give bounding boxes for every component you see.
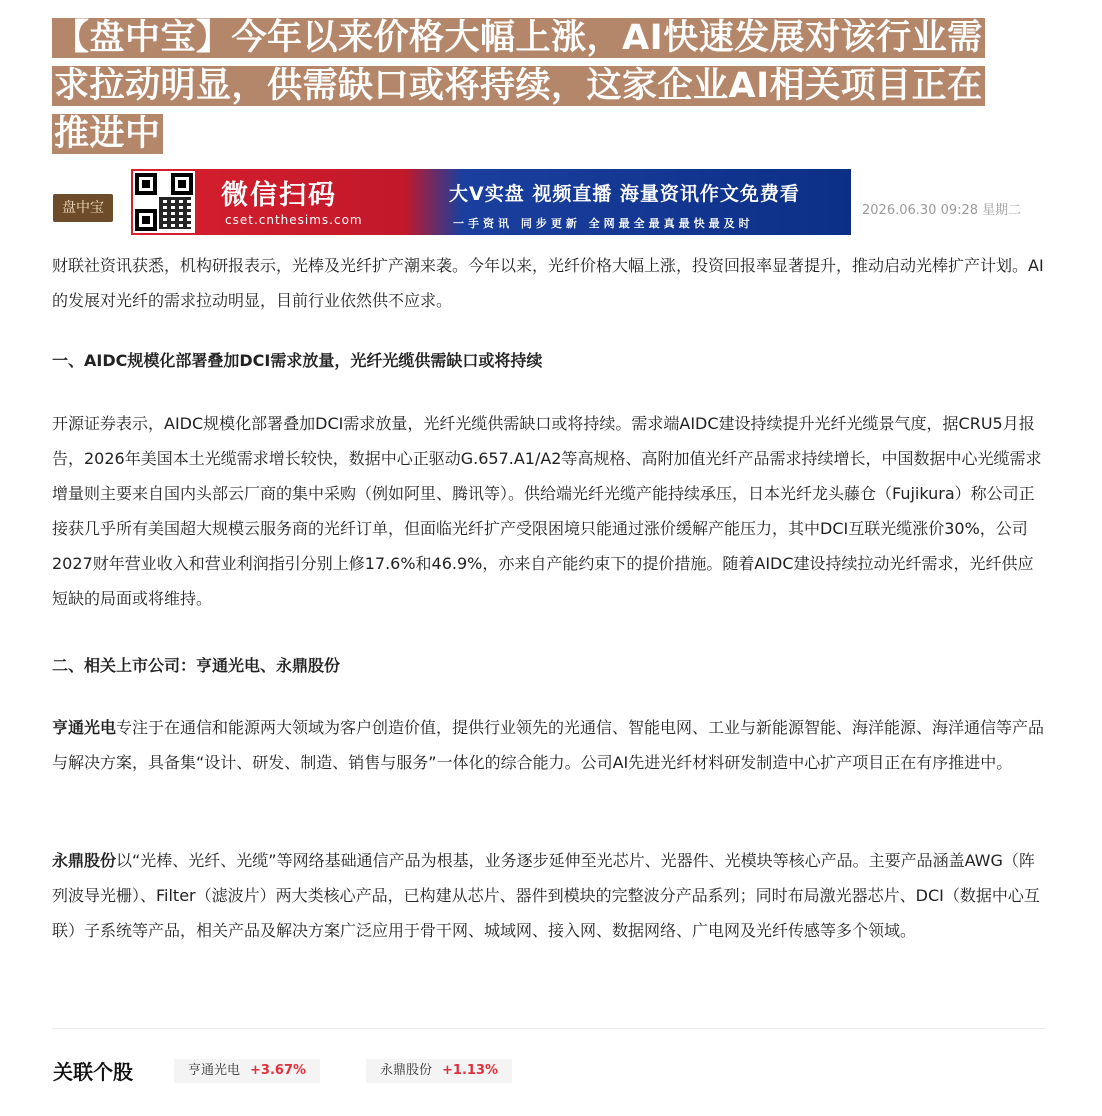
stock-chip-yongding[interactable] bbox=[366, 1059, 512, 1083]
title-line-1: 【盘中宝】今年以来价格大幅上涨，AI快速发展对该行业需 bbox=[54, 18, 983, 58]
title-line-3: 推进中 bbox=[54, 114, 161, 154]
intro-paragraph bbox=[52, 248, 1046, 318]
stock-name: 亨通光电 bbox=[188, 1063, 241, 1078]
paragraph-3-text: 以“光棒、光纤、光缆”等网络基础通信产品为根基，业务逐步延伸至光芯片、光器件、光模块等核心产品。主要产品涵盖AWG（阵列波导光栅）、Filter（滤波片）两大类核心产品，已构建从芯片、器件到模块的完整波分产品系列；同时布局激光器芯片、DCI（数据中心互联）子系统等产品，相关产品及解决方案广泛应用于骨干网、城域网、接入网、数据网络、广电网及光纤传感等多个领域。 bbox=[52, 851, 1040, 940]
intro-text: 财联社资讯获悉，机构研报表示，光棒及光纤扩产潮来袭。今年以来，光纤价格大幅上涨，投资回报率显著提升，推动启动光棒扩产计划。AI的发展对光纤的需求拉动明显，目前行业依然供不应求。 bbox=[52, 256, 1044, 310]
paragraph-1 bbox=[52, 406, 1046, 616]
banner-subtitle: 一手资讯 同步更新 全网最全最真最快最及时 bbox=[453, 217, 754, 230]
article-title bbox=[52, 14, 1048, 158]
section-heading-1: 一、AIDC规模化部署叠加DCI需求放量，光纤光缆供需缺口或将持续 bbox=[52, 351, 543, 370]
stock-name: 永鼎股份 bbox=[380, 1063, 433, 1078]
company-name-hengtong: 亨通光电 bbox=[52, 718, 117, 737]
company-name-yongding: 永鼎股份 bbox=[52, 851, 117, 870]
banner-url: cset.cnthesims.com bbox=[225, 213, 363, 227]
publish-datetime: 2026.06.30 09:28 星期二 bbox=[862, 203, 1022, 218]
related-stocks-title: 关联个股 bbox=[53, 1060, 133, 1084]
paragraph-1-text: 开源证券表示，AIDC规模化部署叠加DCI需求放量，光纤光缆供需缺口或将持续。需求端AIDC建设持续提升光纤光缆景气度，据CRU5月报告，2026年美国本土光缆需求增长较快，数据中心正驱动G.657.A1/A2等高规格、高附加值光纤产品需求持续增长，中国数据中心光缆需求增量则主要来自国内头部云厂商的集中采购（例如阿里、腾讯等）。供给端光纤光缆产能持续承压，日本光纤龙头藤仓（Fujikura）称公司正接获几乎所有美国超大规模云服务商的光纤订单，但面临光纤扩产受限困境只能通过涨价缓解产能压力，其中DCI互联光缆涨价30%，公司2027财年营业收入和营业利润指引分别上修17.6%和46.9%，亦来自产能约束下的提价措施。随着AIDC建设持续拉动光纤需求，光纤供应短缺的局面或将维持。 bbox=[52, 414, 1042, 608]
qr-code-icon bbox=[133, 171, 195, 233]
source-badge[interactable]: 盘中宝 bbox=[53, 194, 113, 222]
paragraph-2 bbox=[52, 710, 1046, 780]
stock-change: +1.13% bbox=[442, 1063, 499, 1078]
paragraph-2-text: 专注于在通信和能源两大领域为客户创造价值，提供行业领先的光通信、智能电网、工业与新能源智能、海洋能源、海洋通信等产品与解决方案，具备集“设计、研发、制造、销售与服务”一体化的综合能力。公司AI先进光纤材料研发制造中心扩产项目正在有序推进中。 bbox=[52, 718, 1045, 772]
title-line-2: 求拉动明显，供需缺口或将持续，这家企业AI相关项目正在 bbox=[54, 66, 983, 106]
banner-slogan: 大V实盘 视频直播 海量资讯作文免费看 bbox=[449, 183, 800, 205]
promo-banner[interactable] bbox=[131, 169, 851, 235]
divider bbox=[52, 1028, 1046, 1029]
stock-chip-hengtong[interactable] bbox=[174, 1059, 320, 1083]
section-heading-2: 二、相关上市公司：亨通光电、永鼎股份 bbox=[52, 656, 341, 675]
paragraph-3 bbox=[52, 843, 1046, 948]
stock-change: +3.67% bbox=[250, 1063, 307, 1078]
banner-wechat-scan: 微信扫码 bbox=[221, 180, 337, 211]
